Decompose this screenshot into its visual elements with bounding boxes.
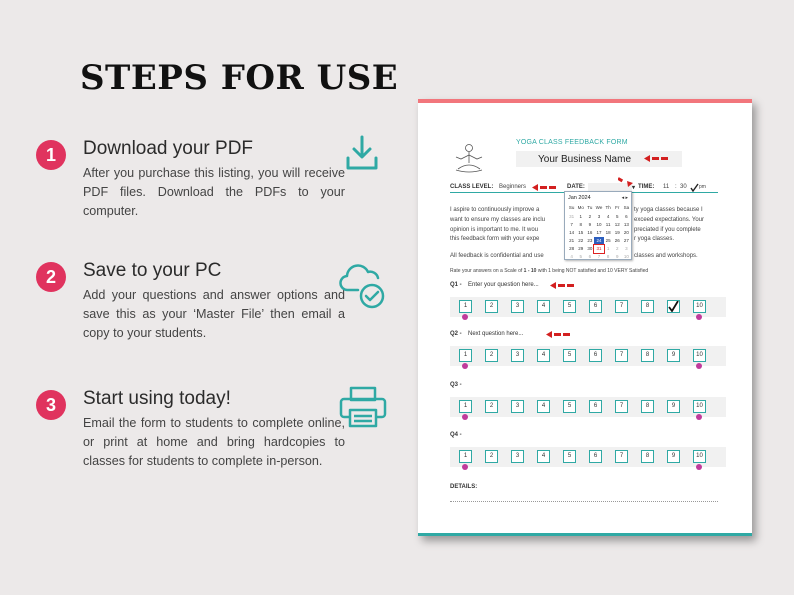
rating-row [450, 397, 726, 417]
rating-box[interactable]: 2 [485, 450, 498, 463]
intro-text-2b: exceed expectations. Your [634, 217, 705, 223]
arrow-icon [532, 184, 558, 191]
calendar-day[interactable]: 5 [616, 214, 619, 219]
rating-box[interactable]: 6 [589, 349, 602, 362]
question-label: Q4 - [450, 432, 462, 438]
calendar-day[interactable]: 4 [606, 214, 610, 219]
calendar-day[interactable]: 27 [623, 238, 629, 243]
calendar-day[interactable]: 6 [588, 254, 592, 259]
rating-box[interactable]: 7 [615, 349, 628, 362]
rating-box[interactable]: 5 [563, 300, 576, 313]
rating-row [450, 346, 726, 366]
calendar-day[interactable]: 28 [569, 246, 575, 251]
sad-face-icon [462, 414, 468, 420]
intro-text-1b: ty yoga classes because I [634, 207, 703, 213]
dropdown-caret[interactable]: ▾ [632, 185, 636, 191]
calendar-day[interactable]: 26 [614, 238, 620, 243]
time-minute[interactable]: 30 [680, 184, 687, 190]
calendar-day[interactable]: 14 [569, 230, 575, 235]
rating-box[interactable]: 6 [589, 450, 602, 463]
step-number: 1 [36, 140, 66, 170]
question-text[interactable]: Enter your question here... [468, 282, 539, 288]
rating-box[interactable]: 10 [693, 349, 706, 362]
rating-box[interactable]: 4 [537, 300, 550, 313]
calendar-day[interactable]: 9 [616, 254, 619, 259]
rating-box[interactable]: 6 [589, 400, 602, 413]
scale-text-c: with 1 being NOT satisfied and 10 VERY Satisfied [536, 268, 649, 274]
intro-text-4a: this feedback form with your expe [450, 236, 540, 242]
time-ampm[interactable]: pm [699, 184, 706, 190]
sad-face-icon [462, 314, 468, 320]
calendar-day[interactable]: 9 [588, 222, 592, 227]
calendar-day[interactable]: 19 [614, 230, 620, 235]
sad-face-icon [462, 464, 468, 470]
rating-box[interactable]: 3 [511, 400, 524, 413]
date-picker[interactable] [564, 191, 632, 260]
calendar-day[interactable]: 13 [623, 222, 629, 227]
business-name: Your Business Name [538, 154, 632, 165]
rating-box[interactable] [667, 300, 680, 313]
page-heading: STEPS FOR USE [80, 58, 399, 98]
intro-text-5a: All feedback is confidential and use [450, 253, 544, 259]
class-level-label: CLASS LEVEL: [450, 184, 494, 190]
arrow-icon [550, 282, 576, 289]
question-text[interactable]: Next question here... [468, 331, 524, 337]
calendar-day[interactable]: 23 [587, 238, 593, 243]
weekday-label: Fr [615, 205, 620, 210]
details-label: DETAILS: [450, 484, 478, 490]
happy-face-icon [696, 314, 702, 320]
calendar-day[interactable]: 17 [596, 230, 602, 235]
rating-box[interactable]: 5 [563, 349, 576, 362]
time-hour[interactable]: 11 [663, 184, 670, 190]
top-accent-bar [418, 99, 752, 103]
intro-text-3b: preciated if you complete [634, 227, 701, 233]
rating-box[interactable]: 2 [485, 349, 498, 362]
rating-box[interactable]: 9 [667, 450, 680, 463]
scale-text-a: Rate your answers on a Scale of [450, 268, 524, 274]
weekday-label: Mo [577, 205, 584, 210]
calendar-day[interactable]: 3 [597, 214, 601, 219]
weekday-label: Tu [587, 205, 593, 210]
rating-box[interactable]: 1 [459, 400, 472, 413]
calendar-day[interactable]: 22 [578, 238, 584, 243]
calendar-day[interactable]: 16 [587, 230, 593, 235]
calendar-day[interactable]: 25 [605, 238, 611, 243]
rating-box[interactable]: 1 [459, 450, 472, 463]
rating-box[interactable]: 9 [667, 349, 680, 362]
intro-text-5b: classes and workshops. [634, 253, 698, 259]
calendar-day[interactable]: 2 [588, 214, 592, 219]
details-line[interactable] [450, 501, 718, 502]
rating-box[interactable]: 8 [641, 400, 654, 413]
calendar-day[interactable]: 10 [596, 222, 602, 227]
scale-instruction [450, 268, 648, 274]
time-separator: : [675, 184, 677, 190]
rating-box[interactable]: 9 [667, 400, 680, 413]
calendar-day[interactable]: 8 [579, 222, 582, 227]
calendar-day[interactable]: 5 [579, 254, 582, 259]
rating-box[interactable]: 7 [615, 450, 628, 463]
download-icon [344, 134, 380, 172]
form-title: YOGA CLASS FEEDBACK FORM [516, 139, 628, 146]
rating-box[interactable]: 10 [693, 300, 706, 313]
rating-box[interactable]: 7 [615, 300, 628, 313]
rating-box[interactable]: 2 [485, 400, 498, 413]
intro-text-1a: I aspire to continuously improve a [450, 207, 540, 213]
calendar-weekdays [567, 205, 631, 210]
calendar-day[interactable]: 8 [606, 254, 610, 259]
calendar-days[interactable] [567, 213, 631, 261]
arrow-icon [644, 155, 670, 162]
arrow-icon [546, 331, 572, 338]
step-title: Start using today! [83, 388, 231, 409]
printer-icon [338, 386, 388, 428]
class-level-value[interactable]: Beginners [499, 184, 527, 190]
calendar-day[interactable]: 15 [578, 230, 584, 235]
rating-box[interactable]: 10 [693, 450, 706, 463]
calendar-nav[interactable]: ◂ ▸ [621, 195, 628, 201]
time-label: TIME: [638, 184, 655, 190]
happy-face-icon [696, 363, 702, 369]
scale-range: 1 - 10 [523, 268, 537, 274]
rating-box[interactable]: 7 [615, 400, 628, 413]
question-label: Q1 - [450, 282, 462, 288]
calendar-month: Jan 2024 [568, 195, 591, 201]
calendar-day[interactable]: 20 [623, 230, 629, 235]
rating-box[interactable]: 3 [511, 349, 524, 362]
rating-box[interactable]: 10 [693, 400, 706, 413]
check-icon [668, 301, 679, 312]
rating-box[interactable]: 8 [641, 450, 654, 463]
calendar-day[interactable]: 29 [578, 246, 584, 251]
cloud-check-icon [338, 260, 388, 310]
calendar-day[interactable]: 24 [594, 237, 603, 245]
check-icon [690, 183, 699, 192]
step-text: Email the form to students to complete online, or print at home and bring hardcopies to classes for students to complete in-person. [83, 416, 345, 468]
weekday-label: Sa [623, 205, 630, 210]
step-title: Download your PDF [83, 138, 254, 159]
rating-box[interactable]: 4 [537, 349, 550, 362]
rating-box[interactable]: 2 [485, 300, 498, 313]
step-number: 2 [36, 262, 66, 292]
calendar-day[interactable]: 2 [616, 246, 619, 251]
calendar-day[interactable]: 18 [605, 230, 611, 235]
bottom-accent-bar [418, 533, 752, 536]
rating-box[interactable]: 3 [511, 450, 524, 463]
rating-row [450, 297, 726, 317]
sad-face-icon [462, 363, 468, 369]
calendar-day[interactable]: 1 [606, 246, 610, 251]
calendar-day[interactable]: 7 [597, 254, 601, 259]
calendar-day[interactable]: 30 [587, 246, 593, 251]
rating-box[interactable]: 5 [563, 450, 576, 463]
rating-box[interactable]: 1 [459, 300, 472, 313]
rating-box[interactable]: 8 [641, 300, 654, 313]
calendar-day[interactable]: 10 [623, 254, 629, 259]
calendar-day[interactable]: 7 [570, 222, 573, 227]
weekday-label: Th [605, 205, 611, 210]
calendar-day[interactable]: 31 [594, 245, 603, 253]
question-label: Q3 - [450, 382, 462, 388]
rating-box[interactable]: 8 [641, 349, 654, 362]
calendar-day[interactable]: 1 [579, 214, 582, 219]
calendar-day[interactable]: 6 [625, 214, 628, 219]
calendar-day[interactable]: 21 [569, 238, 575, 243]
step-title: Save to your PC [83, 260, 222, 281]
rating-box[interactable]: 5 [563, 400, 576, 413]
rating-box[interactable]: 1 [459, 349, 472, 362]
calendar-day[interactable]: 31 [569, 214, 575, 219]
weekday-label: We [595, 205, 603, 210]
date-label: DATE: [567, 184, 585, 190]
rating-box[interactable]: 4 [537, 450, 550, 463]
happy-face-icon [696, 414, 702, 420]
yoga-pose-icon [450, 143, 488, 175]
step-text: After you purchase this listing, you will receive PDF files. Download the PDFs to your computer. [83, 166, 345, 218]
rating-box[interactable]: 4 [537, 400, 550, 413]
step-text: Add your questions and answer options and save this as your ‘Master File’ then email a copy to your students. [83, 288, 345, 340]
calendar-day[interactable]: 12 [614, 222, 620, 227]
calendar-day[interactable]: 4 [570, 254, 573, 259]
calendar-day[interactable]: 11 [605, 222, 611, 227]
step-number: 3 [36, 390, 66, 420]
rating-box[interactable]: 3 [511, 300, 524, 313]
intro-text-2a: want to ensure my classes are inclu [450, 217, 546, 223]
weekday-label: Su [568, 205, 575, 210]
rating-row [450, 447, 726, 467]
intro-text-4b: r yoga classes. [634, 236, 675, 242]
happy-face-icon [696, 464, 702, 470]
calendar-day[interactable]: 3 [625, 246, 628, 251]
rating-box[interactable]: 6 [589, 300, 602, 313]
intro-text-3a: opinion is important to me. It wou [450, 227, 539, 233]
question-label: Q2 - [450, 331, 462, 337]
form-preview [418, 99, 752, 536]
